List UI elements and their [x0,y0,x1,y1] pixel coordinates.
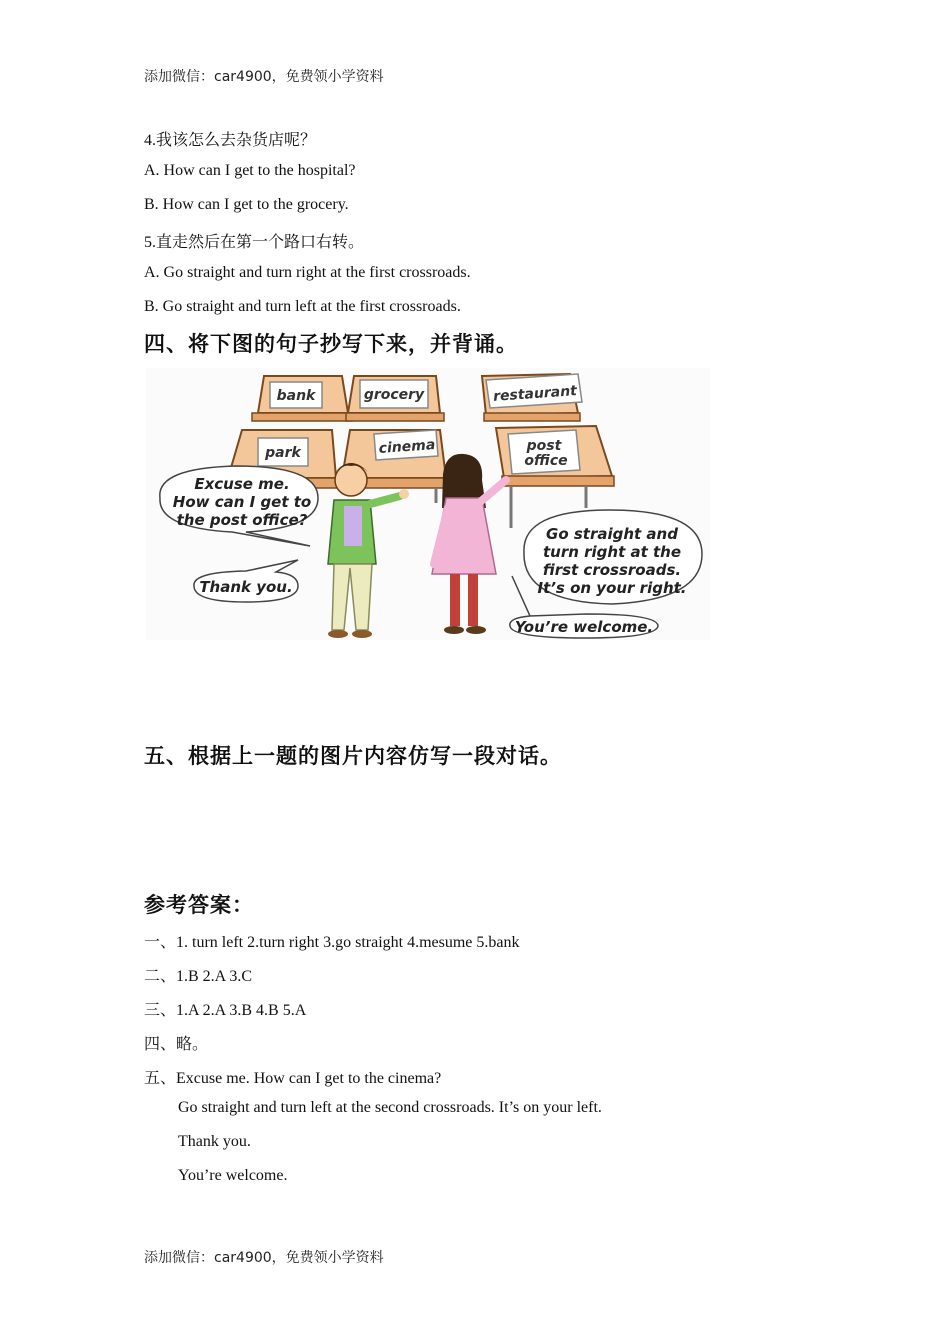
answer-2: 二、1.B 2.A 3.C [144,968,253,985]
page-header: 添加微信：car4900，免费领小学资料 [144,69,384,85]
directions-illustration [146,368,710,640]
sign-post-label: post [526,438,562,454]
sign-post-office [508,430,580,474]
sign-office-label: office [524,453,568,469]
answer-5-line-2: Go straight and turn left at the second crossroads. It’s on your left. [178,1099,602,1116]
sign-park-label: park [265,445,301,461]
sign-cinema [374,430,438,460]
sign-grocery [360,380,428,408]
bubble-welcome-text: You’re welcome. [514,618,654,636]
question-4: 4.我该怎么去杂货店呢？ [144,132,317,149]
sign-restaurant [486,374,582,408]
sign-park [258,438,308,466]
answer-3: 三、1.A 2.A 3.B 4.B 5.A [144,1002,307,1019]
sign-cinema-label: cinema [378,437,436,457]
bubble-boy-line-1: Excuse me. [194,475,290,493]
question-5: 5.直走然后在第一个路口右转。 [144,234,365,251]
speech-bubble-girl [524,510,702,604]
question-4-option-b: B. How can I get to the grocery. [144,196,349,213]
sign-restaurant-label: restaurant [492,383,578,405]
bubble-girl-line-4: It’s on your right. [537,579,687,597]
bubble-girl-line-2: turn right at the [542,543,682,561]
question-5-option-a: A. Go straight and turn right at the first crossroads. [144,264,471,281]
answer-1: 一、1. turn left 2.turn right 3.go straight 4.mesume 5.bank [144,934,520,951]
answers-title: 参考答案： [144,893,254,917]
bubble-girl-line-3: first crossroads. [542,561,682,579]
sign-grocery-label: grocery [363,387,425,403]
bubble-thanks-text: Thank you. [199,578,293,596]
bubble-girl-line-1: Go straight and [546,525,678,543]
sign-bank-label: bank [276,388,316,404]
question-5-option-b: B. Go straight and turn left at the first crossroads. [144,298,461,315]
answer-5-line-4: You’re welcome. [178,1167,288,1184]
answer-4: 四、略。 [144,1036,209,1053]
answer-5-line-3: Thank you. [178,1133,251,1150]
sign-bank [270,382,322,408]
page-footer: 添加微信：car4900，免费领小学资料 [144,1250,384,1266]
question-4-option-a: A. How can I get to the hospital? [144,162,356,179]
bubble-boy-line-3: the post office? [176,511,308,529]
section-5-title: 五、根据上一题的图片内容仿写一段对话。 [144,744,562,768]
answer-5: 五、Excuse me. How can I get to the cinema? [144,1070,442,1087]
section-4-title: 四、将下图的句子抄写下来，并背诵。 [144,332,518,356]
bubble-boy-line-2: How can I get to [172,493,312,511]
